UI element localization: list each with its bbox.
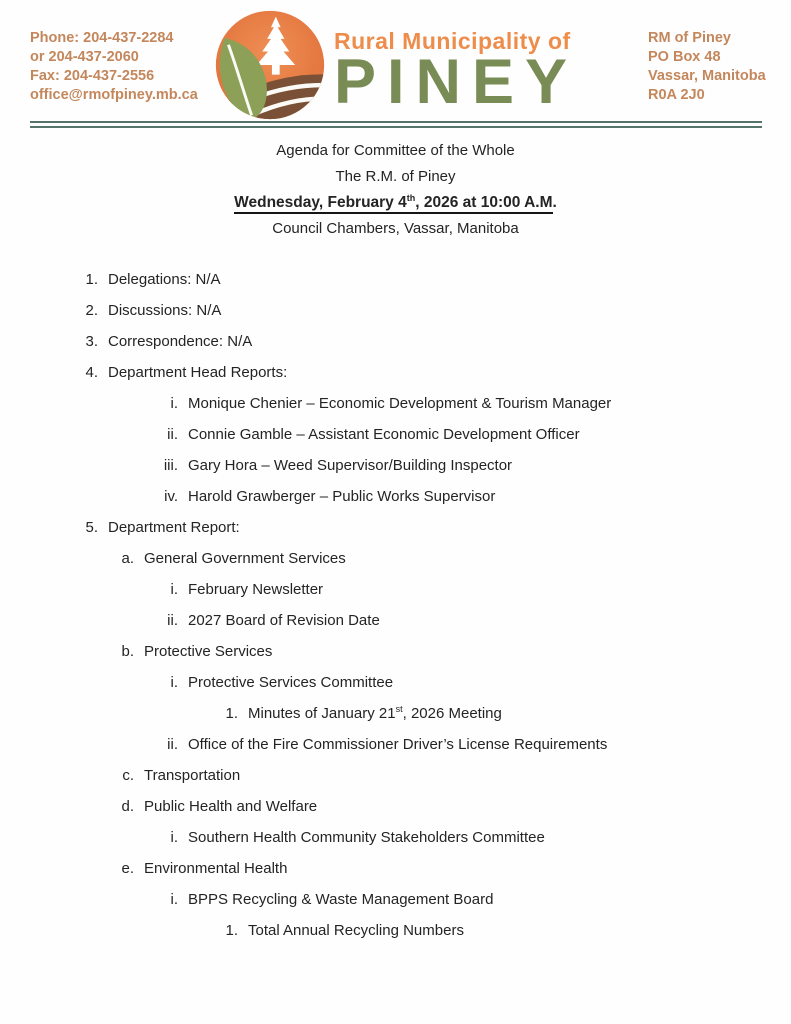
address-name: RM of Piney	[648, 30, 731, 46]
agenda-item	[0, 829, 791, 846]
agenda-item	[0, 922, 791, 939]
agenda-item-text: Public Health and Welfare	[144, 798, 318, 815]
agenda-item-text: 2027 Board of Revision Date	[188, 612, 380, 629]
address-city: Vassar, Manitoba	[648, 68, 766, 84]
agenda-item-marker: i.	[170, 891, 178, 908]
agenda-item-text: Transportation	[144, 767, 241, 784]
agenda-item-marker: c.	[122, 767, 134, 784]
agenda-item	[0, 364, 791, 381]
agenda-item-text: Delegations: N/A	[108, 271, 221, 288]
agenda-item-text: Department Head Reports:	[108, 364, 288, 381]
wordmark-subtitle: Rural Municipality of	[334, 28, 571, 54]
agenda-item-marker: 1.	[225, 922, 238, 939]
agenda-item-marker: i.	[170, 581, 178, 598]
piney-logo	[212, 7, 328, 123]
agenda-item	[0, 302, 791, 319]
contact-info	[30, 29, 198, 105]
meeting-location: Council Chambers, Vassar, Manitoba	[272, 220, 519, 237]
wordmark-title: PINEY	[334, 47, 579, 117]
contact-phone-alt-line: or 204-437-2060	[30, 49, 139, 65]
agenda-item-marker: ii.	[167, 426, 178, 443]
agenda-item-marker: 1.	[225, 705, 238, 722]
ordinal-superscript: st	[395, 704, 403, 714]
agenda-list	[0, 271, 791, 953]
agenda-item-text: Protective Services	[144, 643, 273, 660]
agenda-item-marker: ii.	[167, 612, 178, 629]
agenda-item-marker: 4.	[85, 364, 98, 381]
agenda-item-text: Harold Grawberger – Public Works Supervisor	[188, 488, 496, 505]
agenda-item-marker: iii.	[163, 457, 178, 474]
agenda-item-text: Department Report:	[108, 519, 240, 536]
agenda-item	[0, 891, 791, 908]
piney-logo-icon	[212, 7, 328, 123]
agenda-item-marker: e.	[121, 860, 134, 877]
ordinal-superscript: th	[406, 192, 416, 203]
agenda-item	[0, 860, 791, 877]
agenda-item-text: Monique Chenier – Economic Development & Tourism Manager	[188, 395, 612, 412]
agenda-item	[0, 736, 791, 753]
address-po-box: PO Box 48	[648, 49, 721, 65]
agenda-item-text: Correspondence: N/A	[108, 333, 253, 350]
agenda-item-marker: a.	[121, 550, 134, 567]
agenda-item-marker: 5.	[85, 519, 98, 536]
agenda-item	[0, 426, 791, 443]
municipality-name: The R.M. of Piney	[335, 168, 456, 185]
agenda-item-marker: i.	[170, 674, 178, 691]
meeting-datetime: Wednesday, February 4th, 2026 at 10:00 A.M.	[0, 194, 791, 211]
agenda-item	[0, 705, 791, 722]
agenda-item-marker: b.	[121, 643, 134, 660]
agenda-item-text: Protective Services Committee	[188, 674, 394, 691]
agenda-item-marker: 3.	[85, 333, 98, 350]
agenda-item	[0, 767, 791, 784]
agenda-item	[0, 488, 791, 505]
agenda-item	[0, 674, 791, 691]
agenda-item-marker: i.	[170, 829, 178, 846]
contact-fax-line: Fax: 204-437-2556	[30, 68, 155, 84]
agenda-item-text: Gary Hora – Weed Supervisor/Building Inspector	[188, 457, 513, 474]
logo-wordmark	[334, 28, 634, 117]
address-postal-code: R0A 2J0	[648, 87, 705, 103]
agenda-item-text: February Newsletter	[188, 581, 324, 598]
agenda-item-text: Southern Health Community Stakeholders Committee	[188, 829, 545, 846]
agenda-item	[0, 612, 791, 629]
agenda-item-text: Minutes of January 21st, 2026 Meeting	[248, 704, 502, 722]
agenda-title: Agenda for Committee of the Whole	[276, 142, 515, 159]
agenda-item-marker: iv.	[164, 488, 178, 505]
contact-phone-line: Phone: 204-437-2284	[30, 30, 174, 46]
agenda-item-text: BPPS Recycling & Waste Management Board	[188, 891, 494, 908]
agenda-item-marker: ii.	[167, 736, 178, 753]
agenda-item	[0, 271, 791, 288]
agenda-item	[0, 457, 791, 474]
contact-email: office@rmofpiney.mb.ca	[30, 87, 198, 103]
agenda-item-marker: 1.	[85, 271, 98, 288]
agenda-item-text: Office of the Fire Commissioner Driver’s License Requirements	[188, 736, 608, 753]
agenda-item-text: Discussions: N/A	[108, 302, 222, 319]
agenda-item-marker: d.	[121, 798, 134, 815]
mailing-address	[648, 29, 766, 105]
title-block	[0, 142, 791, 246]
agenda-item	[0, 550, 791, 567]
agenda-item	[0, 395, 791, 412]
agenda-item-text: Total Annual Recycling Numbers	[248, 922, 464, 939]
agenda-item-marker: i.	[170, 395, 178, 412]
agenda-item-text: Environmental Health	[144, 860, 288, 877]
agenda-item	[0, 643, 791, 660]
agenda-item-text: General Government Services	[144, 550, 346, 567]
agenda-item-marker: 2.	[85, 302, 98, 319]
header-divider	[30, 121, 762, 128]
agenda-item-text: Connie Gamble – Assistant Economic Development Officer	[188, 426, 580, 443]
agenda-item	[0, 798, 791, 815]
agenda-item	[0, 581, 791, 598]
agenda-item	[0, 519, 791, 536]
agenda-item	[0, 333, 791, 350]
